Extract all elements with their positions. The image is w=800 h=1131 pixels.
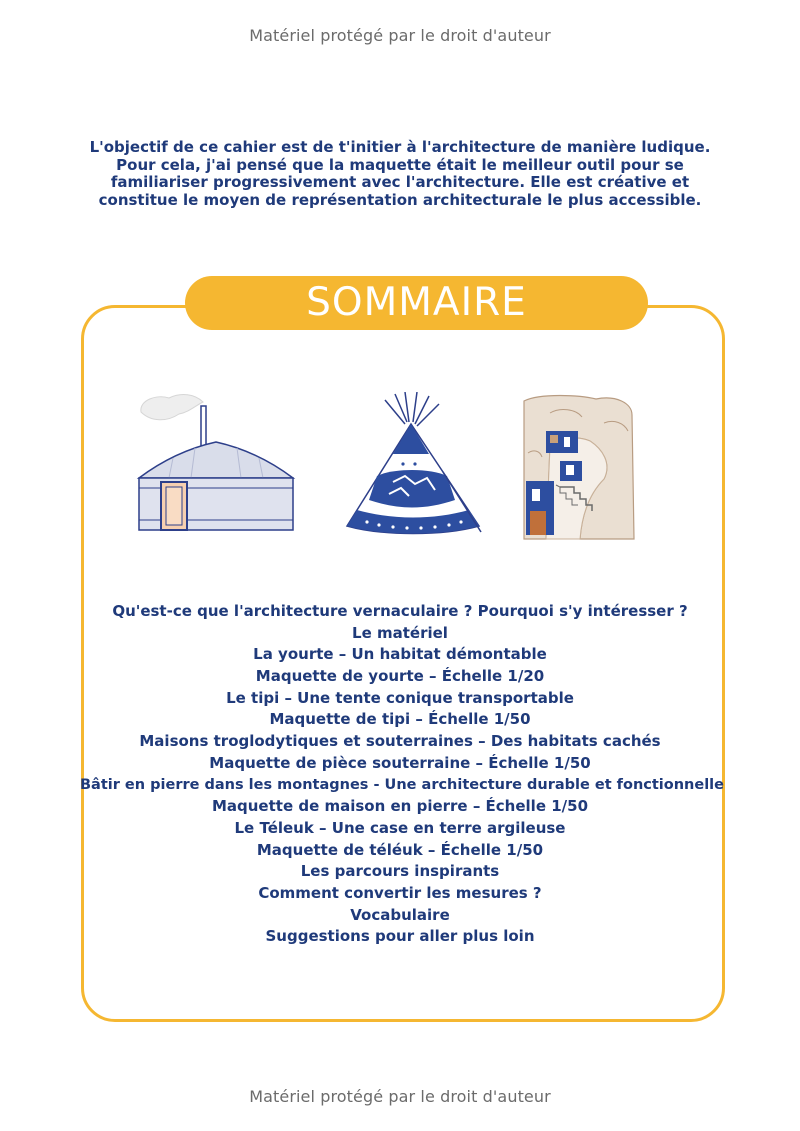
smoke	[141, 395, 203, 420]
toc-item: Maquette de yourte – Échelle 1/20	[255, 667, 545, 686]
toc-item: Maquette de téléuk – Échelle 1/50	[256, 840, 544, 859]
toc-item: Maquette de maison en pierre – Échelle 1/50	[211, 797, 589, 816]
toc-item: Les parcours inspirants	[300, 862, 500, 881]
chimney	[201, 406, 206, 446]
intro-paragraph	[80, 139, 720, 209]
toc-item: Suggestions pour aller plus loin	[265, 927, 535, 946]
toc-item: Maquette de tipi – Échelle 1/50	[269, 710, 531, 729]
toc-item: Bâtir en pierre dans les montagnes - Une architecture durable et fonctionnelle	[80, 776, 724, 793]
table-of-contents	[80, 601, 724, 948]
toc-item: Le tipi – Une tente conique transportable	[226, 688, 574, 707]
copyright-watermark-top: Matériel protégé par le droit d'auteur	[249, 26, 551, 45]
summary-title: SOMMAIRE	[185, 276, 648, 330]
intro-line: Pour cela, j'ai pensé que la maquette était le meilleur outil pour se	[116, 155, 684, 174]
intro-line: familiariser progressivement avec l'architecture. Elle est créative et	[110, 173, 690, 191]
tipi-illustration	[343, 392, 485, 540]
yurt-illustration	[133, 392, 299, 536]
toc-item: Maisons troglodytiques et souterraines – Des habitats cachés	[139, 732, 661, 751]
yurt-roof	[139, 442, 293, 478]
intro-line: L'objectif de ce cahier est de t'initier à l'architecture de manière ludique.	[89, 138, 711, 156]
toc-item: Le matériel	[352, 623, 448, 642]
toc-item: Qu'est-ce que l'architecture vernaculaire ? Pourquoi s'y intéresser ?	[112, 602, 688, 620]
toc-item: Vocabulaire	[350, 905, 450, 924]
copyright-watermark-bottom: Matériel protégé par le droit d'auteur	[249, 1087, 551, 1106]
troglodyte-illustration	[520, 393, 636, 545]
toc-item: Comment convertir les mesures ?	[258, 883, 542, 902]
toc-item: Maquette de pièce souterraine – Échelle 1/50	[209, 753, 591, 772]
toc-item: Le Téleuk – Une case en terre argileuse	[234, 818, 566, 837]
intro-line: constitue le moyen de représentation architecturale le plus accessible.	[98, 190, 702, 209]
tipi-poles	[385, 392, 439, 426]
toc-item: La yourte – Un habitat démontable	[253, 645, 547, 664]
